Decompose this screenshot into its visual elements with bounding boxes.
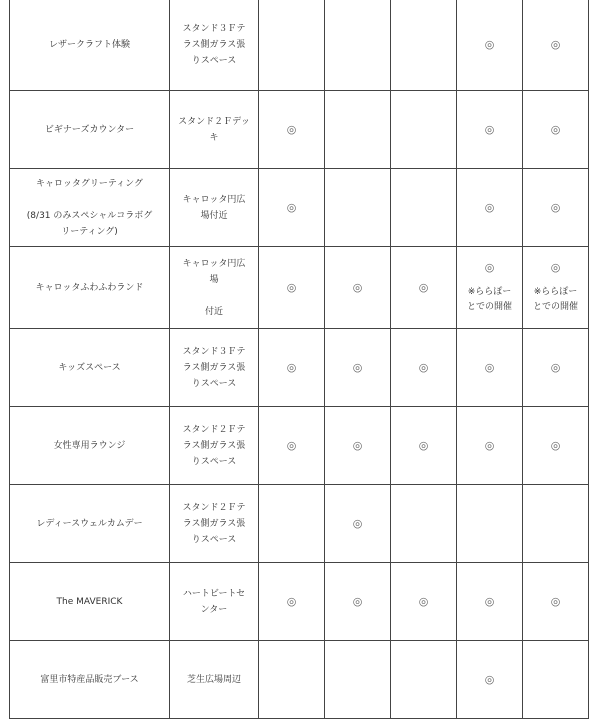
- availability-cell: [523, 407, 589, 485]
- double-circle-mark: ◎: [484, 594, 495, 608]
- table-row: [10, 247, 589, 329]
- availability-cell: [325, 169, 391, 247]
- double-circle-mark: ◎: [418, 438, 429, 452]
- double-circle-mark: ◎: [550, 438, 561, 452]
- double-circle-mark: ◎: [550, 360, 561, 374]
- location-cell: [170, 0, 259, 91]
- availability-cell: [325, 407, 391, 485]
- event-name-cell: [10, 407, 170, 485]
- text-line: レザークラフト体験: [48, 39, 130, 50]
- text-line: ビギナーズカウンター: [44, 124, 135, 135]
- text-line: スタンド２Ｆテ: [182, 502, 246, 513]
- location-cell: [170, 485, 259, 563]
- availability-cell: [259, 169, 325, 247]
- location-cell: [170, 563, 259, 641]
- text-line: りスペース: [191, 55, 237, 66]
- text-line: 女性専用ラウンジ: [53, 440, 126, 451]
- location-cell: [170, 641, 259, 719]
- event-schedule-table: [9, 0, 589, 719]
- availability-cell: [523, 169, 589, 247]
- double-circle-mark: ◎: [352, 516, 363, 530]
- availability-cell: [259, 329, 325, 407]
- double-circle-mark: ◎: [418, 360, 429, 374]
- availability-cell: [391, 169, 457, 247]
- availability-cell: [325, 91, 391, 169]
- text-line: 場付近: [200, 210, 228, 221]
- availability-cell: [457, 91, 523, 169]
- location-cell: [170, 329, 259, 407]
- text-line: ンター: [200, 604, 228, 615]
- event-name-cell: [10, 0, 170, 91]
- double-circle-mark: ◎: [286, 280, 297, 294]
- availability-cell: [259, 407, 325, 485]
- availability-cell: [457, 247, 523, 329]
- availability-cell: [391, 329, 457, 407]
- availability-cell: [457, 407, 523, 485]
- table-row: [10, 169, 589, 247]
- availability-cell: [523, 329, 589, 407]
- availability-cell: [259, 0, 325, 91]
- availability-cell: [457, 169, 523, 247]
- venue-note: ※ららぽー: [533, 286, 578, 297]
- text-line: キャロッタ円広: [182, 194, 246, 205]
- event-name-cell: [10, 641, 170, 719]
- availability-cell: [523, 563, 589, 641]
- availability-cell: [391, 0, 457, 91]
- availability-cell: [523, 641, 589, 719]
- double-circle-mark: ◎: [352, 280, 363, 294]
- table-row: [10, 0, 589, 91]
- double-circle-mark: ◎: [352, 360, 363, 374]
- double-circle-mark: ◎: [550, 200, 561, 214]
- availability-cell: [259, 641, 325, 719]
- text-line: レディースウェルカムデー: [36, 518, 143, 529]
- availability-cell: [391, 485, 457, 563]
- text-line: りスペース: [191, 534, 237, 545]
- text-line: (8/31 のみスペシャルコラボグ: [26, 210, 153, 221]
- double-circle-mark: ◎: [286, 438, 297, 452]
- double-circle-mark: ◎: [286, 360, 297, 374]
- double-circle-mark: ◎: [286, 200, 297, 214]
- availability-cell: [259, 563, 325, 641]
- text-line: ラス側ガラス張: [182, 362, 246, 373]
- text-line: ラス側ガラス張: [182, 518, 246, 529]
- availability-cell: [457, 563, 523, 641]
- text-line: ラス側ガラス張: [182, 39, 246, 50]
- availability-cell: [259, 485, 325, 563]
- double-circle-mark: ◎: [550, 122, 561, 136]
- text-line: りスペース: [191, 378, 237, 389]
- availability-cell: [523, 0, 589, 91]
- text-line: キャロッタ円広: [182, 258, 246, 269]
- double-circle-mark: ◎: [418, 280, 429, 294]
- text-line: りスペース: [191, 456, 237, 467]
- venue-note: とでの開催: [466, 301, 512, 312]
- availability-cell: [391, 247, 457, 329]
- availability-cell: [391, 407, 457, 485]
- text-line: [10, 192, 169, 208]
- table-row: [10, 407, 589, 485]
- availability-cell: [259, 91, 325, 169]
- event-name-cell: [10, 563, 170, 641]
- double-circle-mark: ◎: [352, 594, 363, 608]
- double-circle-mark: ◎: [550, 37, 561, 51]
- availability-cell: [259, 247, 325, 329]
- table-row: [10, 563, 589, 641]
- text-line: スタンド２Ｆデッ: [178, 116, 250, 127]
- event-name-cell: [10, 169, 170, 247]
- location-cell: [170, 247, 259, 329]
- availability-cell: [523, 91, 589, 169]
- location-cell: [170, 91, 259, 169]
- availability-cell: [325, 247, 391, 329]
- double-circle-mark: ◎: [484, 360, 495, 374]
- double-circle-mark: ◎: [484, 260, 495, 274]
- table-row: [10, 485, 589, 563]
- text-line: 付近: [204, 306, 223, 317]
- availability-cell: [457, 485, 523, 563]
- text-line: スタンド３Ｆテ: [182, 23, 246, 34]
- availability-cell: [457, 641, 523, 719]
- text-line: スタンド２Ｆテ: [182, 424, 246, 435]
- event-name-cell: [10, 485, 170, 563]
- availability-cell: [391, 563, 457, 641]
- text-line: 芝生広場周辺: [186, 674, 241, 685]
- availability-cell: [457, 0, 523, 91]
- text-line: キャロッタふわふわランド: [35, 282, 144, 293]
- text-line: 場: [209, 274, 219, 285]
- event-name-cell: [10, 247, 170, 329]
- double-circle-mark: ◎: [286, 594, 297, 608]
- event-name-cell: [10, 91, 170, 169]
- text-line: 富里市特産品販売ブース: [40, 674, 139, 685]
- double-circle-mark: ◎: [286, 122, 297, 136]
- venue-note: ※ららぽー: [467, 286, 512, 297]
- double-circle-mark: ◎: [550, 260, 561, 274]
- double-circle-mark: ◎: [550, 594, 561, 608]
- availability-cell: [457, 329, 523, 407]
- text-line: リーティング): [61, 226, 118, 237]
- double-circle-mark: ◎: [418, 594, 429, 608]
- double-circle-mark: ◎: [484, 37, 495, 51]
- location-cell: [170, 407, 259, 485]
- availability-cell: [325, 485, 391, 563]
- event-name-cell: [10, 329, 170, 407]
- double-circle-mark: ◎: [484, 438, 495, 452]
- table-row: [10, 91, 589, 169]
- schedule-body: [10, 0, 589, 719]
- availability-cell: [523, 247, 589, 329]
- double-circle-mark: ◎: [484, 672, 495, 686]
- text-line: キッズスペース: [58, 362, 121, 373]
- text-line: ラス側ガラス張: [182, 440, 246, 451]
- availability-cell: [325, 641, 391, 719]
- text-line: キャロッタグリーティング: [36, 178, 143, 189]
- double-circle-mark: ◎: [484, 200, 495, 214]
- double-circle-mark: ◎: [484, 122, 495, 136]
- text-line: The MAVERICK: [56, 596, 123, 607]
- availability-cell: [325, 563, 391, 641]
- availability-cell: [391, 91, 457, 169]
- text-line: スタンド３Ｆテ: [182, 346, 246, 357]
- availability-cell: [523, 485, 589, 563]
- venue-note: とでの開催: [532, 301, 578, 312]
- availability-cell: [325, 0, 391, 91]
- location-cell: [170, 169, 259, 247]
- availability-cell: [325, 329, 391, 407]
- double-circle-mark: ◎: [352, 438, 363, 452]
- text-line: ハートビートセ: [182, 588, 246, 599]
- availability-cell: [391, 641, 457, 719]
- text-line: キ: [209, 132, 219, 143]
- text-line: [170, 288, 258, 304]
- table-row: [10, 641, 589, 719]
- table-row: [10, 329, 589, 407]
